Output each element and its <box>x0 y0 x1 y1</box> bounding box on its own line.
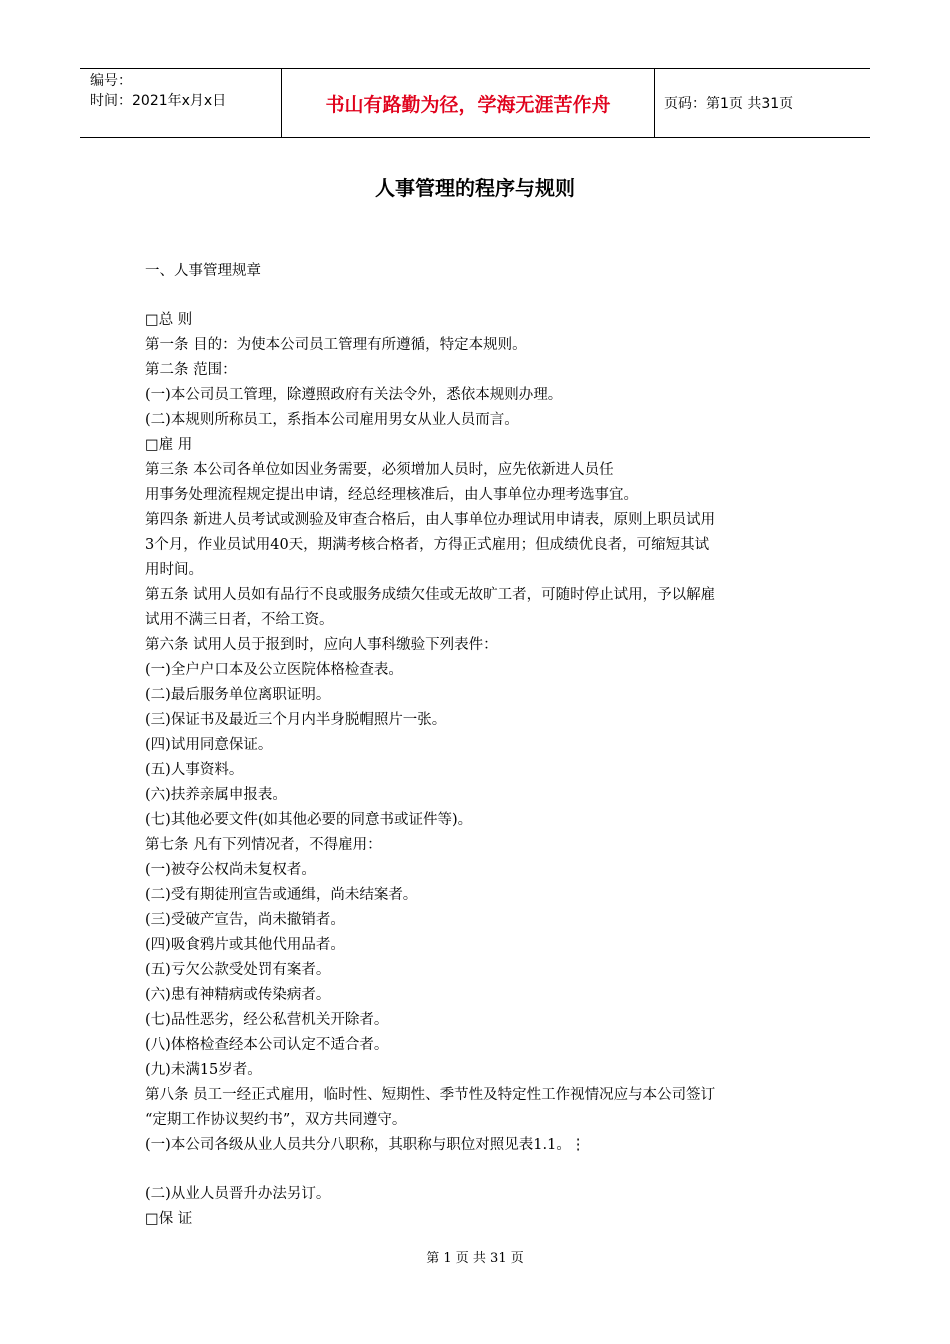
list-item: (九)未满15岁者。 <box>145 1062 262 1078</box>
document-title: 人事管理的程序与规则 <box>375 176 575 200</box>
list-item: (三)受破产宣告，尚未撤销者。 <box>145 912 345 928</box>
list-item: (三)保证书及最近三个月内半身脱帽照片一张。 <box>145 712 447 728</box>
list-item: (四)试用同意保证。 <box>145 737 273 753</box>
text-line: “定期工作协议契约书”，双方共同遵守。 <box>145 1112 407 1128</box>
list-item: (五)人事资料。 <box>145 762 244 778</box>
header-motto: 书山有路勤为径，学海无涯苦作舟 <box>281 69 655 137</box>
text-line: 第八条 员工一经正式雇用，临时性、短期性、季节性及特定性工作视情况应与本公司签订 <box>145 1087 716 1103</box>
text-line: 用事务处理流程规定提出申请，经总经理核准后，由人事单位办理考选事宜。 <box>145 487 638 503</box>
list-item: (五)亏欠公款受处罚有案者。 <box>145 962 331 978</box>
header-info <box>80 69 281 137</box>
text-line: 第四条 新进人员考试或测验及审查合格后，由人事单位办理试用申请表，原则上职员试用 <box>145 512 716 528</box>
text-line: (一)本公司员工管理，除遵照政府有关法令外，悉依本规则办理。 <box>145 387 563 403</box>
text-line: 第七条 凡有下列情况者，不得雇用： <box>145 837 382 853</box>
list-item: (八)体格检查经本公司认定不适合者。 <box>145 1037 389 1053</box>
list-item: (六)患有神精病或传染病者。 <box>145 987 331 1003</box>
document-number: 编号： <box>90 73 132 89</box>
header-page-number: 页码：第1页 共31页 <box>664 96 794 112</box>
text-line: (二)从业人员晋升办法另订。 <box>145 1186 331 1202</box>
text-line: (二)本规则所称员工，系指本公司雇用男女从业人员而言。 <box>145 412 519 428</box>
text-line: 第五条 试用人员如有品行不良或服务成绩欠佳或无故旷工者，可随时停止试用，予以解雇 <box>145 587 716 603</box>
text-line: 第三条 本公司各单位如因业务需要，必须增加人员时，应先依新进人员任 <box>145 462 614 478</box>
text-line: 第二条 范围： <box>145 362 237 378</box>
chapter-heading: □雇 用 <box>145 437 193 453</box>
page-footer: 第 1 页 共 31 页 <box>426 1251 524 1266</box>
list-item: (七)品性恶劣，经公私营机关开除者。 <box>145 1012 389 1028</box>
document-date: 时间：2021年x月x日 <box>90 93 227 109</box>
chapter-heading: □保 证 <box>145 1211 193 1227</box>
list-item: (一)全户户口本及公立医院体格检查表。 <box>145 662 403 678</box>
text-line: 第一条 目的：为使本公司员工管理有所遵循，特定本规则。 <box>145 337 527 353</box>
text-line: 第六条 试用人员于报到时，应向人事科缴验下列表件： <box>145 637 498 653</box>
text-line: (一)本公司各级从业人员共分八职称，其职称与职位对照见表1.1。⋮ <box>145 1137 586 1153</box>
section-heading: 一、人事管理规章 <box>145 263 261 279</box>
text-line: 试用不满三日者，不给工资。 <box>145 612 334 628</box>
list-item: (二)受有期徒刑宣告或通缉，尚未结案者。 <box>145 887 418 903</box>
text-line: 3个月，作业员试用40天，期满考核合格者，方得正式雇用；但成绩优良者，可缩短其试 <box>145 537 710 553</box>
list-item: (四)吸食鸦片或其他代用品者。 <box>145 937 345 953</box>
page-header <box>80 68 870 138</box>
list-item: (二)最后服务单位离职证明。 <box>145 687 331 703</box>
list-item: (一)被夺公权尚未复权者。 <box>145 862 316 878</box>
list-item: (七)其他必要文件(如其他必要的同意书或证件等)。 <box>145 812 473 828</box>
chapter-heading: □总 则 <box>145 312 193 328</box>
list-item: (六)扶养亲属申报表。 <box>145 787 287 803</box>
text-line: 用时间。 <box>145 562 203 578</box>
